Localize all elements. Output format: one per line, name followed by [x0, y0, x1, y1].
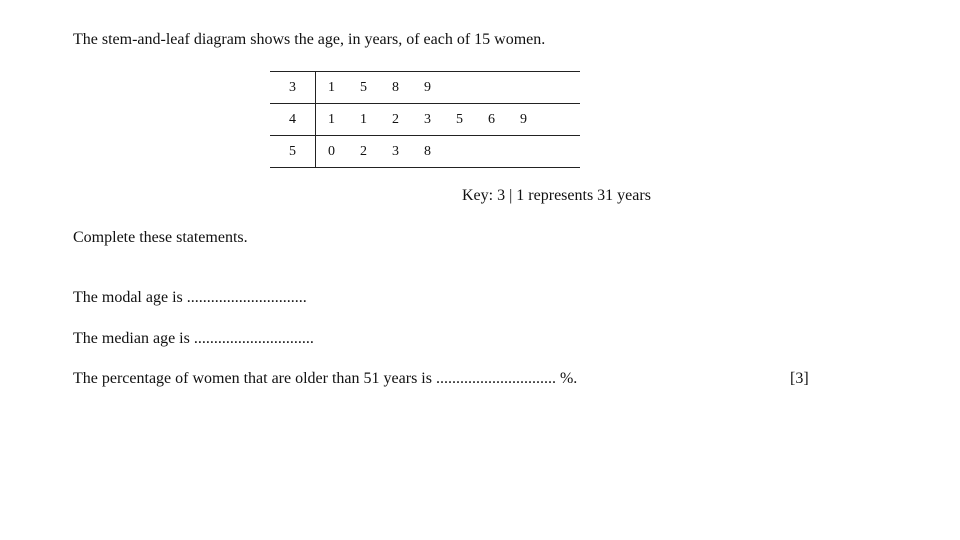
- stem-row: [270, 72, 580, 104]
- leaf-value: 5: [360, 79, 367, 95]
- question-intro: The stem-and-leaf diagram shows the age, in years, of each of 15 women.: [73, 31, 546, 48]
- leaf-cell: [316, 136, 581, 168]
- leaf-value: 3: [392, 143, 399, 159]
- diagram-key: Key: 3 | 1 represents 31 years: [462, 187, 651, 204]
- median-age-statement: The median age is ..............................: [73, 330, 314, 347]
- leaf-value: 5: [456, 111, 463, 127]
- leaf-value: 9: [424, 79, 431, 95]
- leaf-value: 6: [488, 111, 495, 127]
- leaf-value: 1: [360, 111, 367, 127]
- leaf-value: 1: [328, 111, 335, 127]
- stem-row: [270, 136, 580, 168]
- percentage-statement: The percentage of women that are older than 51 years is .............................. %.: [73, 370, 578, 387]
- stem-and-leaf-diagram: [270, 71, 580, 168]
- stem-row: [270, 104, 580, 136]
- stem-value: 4: [270, 104, 316, 136]
- leaf-cell: [316, 72, 581, 104]
- modal-age-statement: The modal age is ..............................: [73, 289, 307, 306]
- stem-value: 3: [270, 72, 316, 104]
- leaf-value: 9: [520, 111, 527, 127]
- leaf-value: 8: [424, 143, 431, 159]
- leaf-value: 1: [328, 79, 335, 95]
- marks-label: [3]: [790, 370, 809, 387]
- leaf-value: 2: [392, 111, 399, 127]
- leaf-cell: [316, 104, 581, 136]
- leaf-value: 0: [328, 143, 335, 159]
- leaf-value: 3: [424, 111, 431, 127]
- leaf-value: 2: [360, 143, 367, 159]
- stem-value: 5: [270, 136, 316, 168]
- leaf-value: 8: [392, 79, 399, 95]
- instruction-text: Complete these statements.: [73, 229, 248, 246]
